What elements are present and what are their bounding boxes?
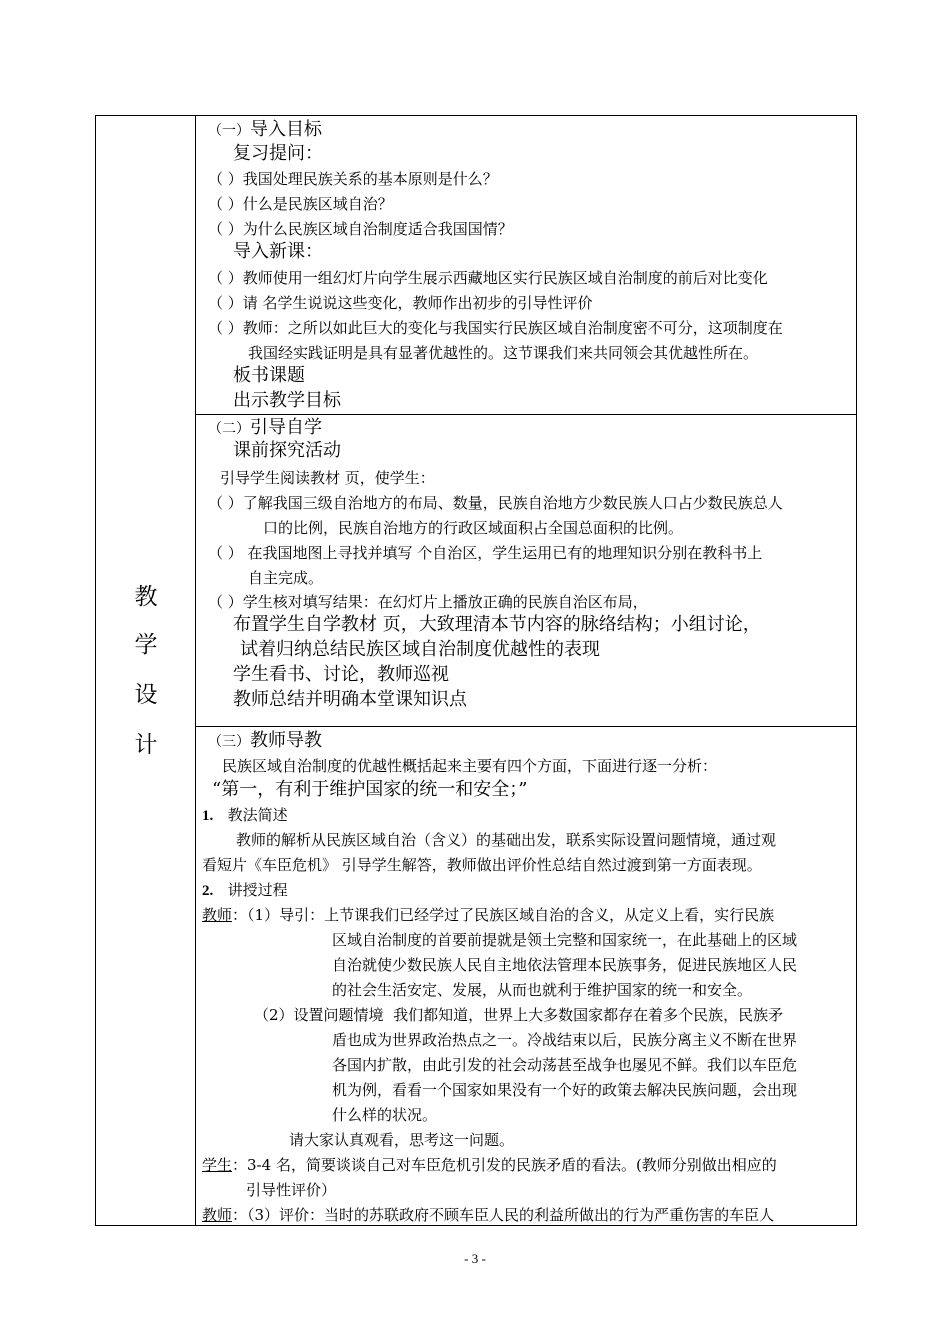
board-title: 板书课题 bbox=[233, 365, 305, 386]
subsection-heading: 1. 教法简述 bbox=[202, 806, 288, 824]
step-item: （ ）教师使用一组幻灯片向学生展示西藏地区实行民族区域自治制度的前后对比变化 bbox=[208, 269, 768, 287]
task-text: 布置学生自学教材 页，大致理清本节内容的脉络结构；小组讨论， bbox=[233, 614, 761, 635]
study-item-continued: 自主完成。 bbox=[248, 569, 324, 587]
section-heading: （二）引导自学 bbox=[208, 417, 322, 438]
quote-text: “第一，有利于维护国家的统一和安全；” bbox=[212, 779, 528, 800]
study-item: （ ）学生核对填写结果：在幻灯片上播放正确的民族自治区布局， bbox=[208, 593, 648, 611]
question-item: （ ）为什么民族区域自治制度适合我国国情？ bbox=[208, 220, 513, 238]
teacher-step-2-line: 机为例，看看一个国家如果没有一个好的政策去解决民族问题，会出现 bbox=[332, 1081, 798, 1099]
study-item: （ ） 在我国地图上寻找并填写 个自治区，学生运用已有的地理知识分别在教科书上 bbox=[208, 544, 763, 562]
section-label-char: 教 bbox=[134, 584, 158, 610]
review-label: 复习提问： bbox=[233, 143, 323, 164]
section-label-char: 计 bbox=[134, 732, 158, 758]
method-text-continued: 看短片《车臣危机》 引导学生解答，教师做出评价性总结自然过渡到第一方面表现。 bbox=[202, 856, 762, 874]
reading-text: 学生看书、讨论，教师巡视 bbox=[233, 664, 449, 685]
method-text: 教师的解析从民族区域自治（含义）的基础出发，联系实际设置问题情境，通过观 bbox=[236, 831, 777, 849]
question-item: （ ）我国处理民族关系的基本原则是什么？ bbox=[208, 170, 498, 188]
page-number: - 3 - bbox=[464, 1251, 486, 1266]
teacher-step-3: 教师：（3）评价：当时的苏联政府不顾车臣人民的利益所做出的行为严重伤害的车臣人 bbox=[202, 1206, 775, 1224]
study-item: （ ）了解我国三级自治地方的布局、数量，民族自治地方少数民族人口占少数民族总人 bbox=[208, 494, 783, 512]
teacher-step-1: 教师：（1）导引：上节课我们已经学过了民族区域自治的含义，从定义上看，实行民族 bbox=[202, 906, 775, 924]
student-response-continued: 引导性评价） bbox=[246, 1181, 337, 1199]
section-intro bbox=[196, 116, 856, 415]
step-item-continued: 我国经实践证明是具有显著优越性的。这节课我们来共同领会其优越性所在。 bbox=[248, 344, 759, 362]
step-item: （ ）请 名学生说说这些变化，教师作出初步的引导性评价 bbox=[208, 294, 593, 312]
section-self-study bbox=[196, 415, 856, 727]
student-response: 学生：3-4 名，简要谈谈自己对车臣危机引发的民族矛盾的看法。(教师分别做出相应的 bbox=[202, 1156, 777, 1174]
teacher-step-1-line: 的社会生活安定、发展，从而也就利于维护国家的统一和安全。 bbox=[332, 981, 753, 999]
guide-text: 引导学生阅读教材 页，使学生： bbox=[220, 469, 435, 487]
section-label-column bbox=[96, 116, 196, 1225]
section-heading: （一）导入目标 bbox=[208, 119, 322, 140]
subsection-heading: 2. 讲授过程 bbox=[202, 881, 288, 899]
section-teacher-guidance bbox=[196, 727, 856, 1227]
teacher-step-1-line: 区域自治制度的首要前提就是领土完整和国家统一，在此基础上的区域 bbox=[332, 931, 798, 949]
study-item-continued: 口的比例，民族自治地方的行政区域面积占全国总面积的比例。 bbox=[263, 519, 684, 537]
step-item: （ ）教师：之所以如此巨大的变化与我国实行民族区域自治制度密不可分，这项制度在 bbox=[208, 319, 783, 337]
task-text-continued: 试着归纳总结民族区域自治制度优越性的表现 bbox=[240, 639, 600, 660]
teacher-step-2-line: 盾也成为世界政治热点之一。冷战结束以后，民族分离主义不断在世界 bbox=[332, 1031, 798, 1049]
teacher-step-2-line: 什么样的状况。 bbox=[332, 1106, 438, 1124]
lesson-table bbox=[95, 115, 857, 1226]
section-label-char: 学 bbox=[134, 632, 158, 658]
question-item: （ ）什么是民族区域自治？ bbox=[208, 195, 393, 213]
intro-text: 民族区域自治制度的优越性概括起来主要有四个方面，下面进行逐一分析： bbox=[222, 757, 718, 775]
activity-label: 课前探究活动 bbox=[233, 440, 341, 461]
teacher-step-1-line: 自治就使少数民族人民自主地依法管理本民族事务，促进民族地区人民 bbox=[332, 956, 798, 974]
new-lesson-label: 导入新课： bbox=[233, 241, 323, 262]
watch-prompt: 请大家认真观看，思考这一问题。 bbox=[289, 1131, 515, 1149]
summary-text: 教师总结并明确本堂课知识点 bbox=[233, 689, 467, 710]
teacher-step-2-line: 各国内扩散，由此引发的社会动荡甚至战争也屡见不鲜。我们以车臣危 bbox=[332, 1056, 798, 1074]
section-heading: （三）教师导教 bbox=[208, 730, 322, 751]
teaching-goals: 出示教学目标 bbox=[233, 390, 341, 411]
section-label-char: 设 bbox=[134, 682, 158, 708]
teacher-step-2: （2）设置问题情境 我们都知道，世界上大多数国家都存在着多个民族，民族矛 bbox=[254, 1006, 784, 1024]
